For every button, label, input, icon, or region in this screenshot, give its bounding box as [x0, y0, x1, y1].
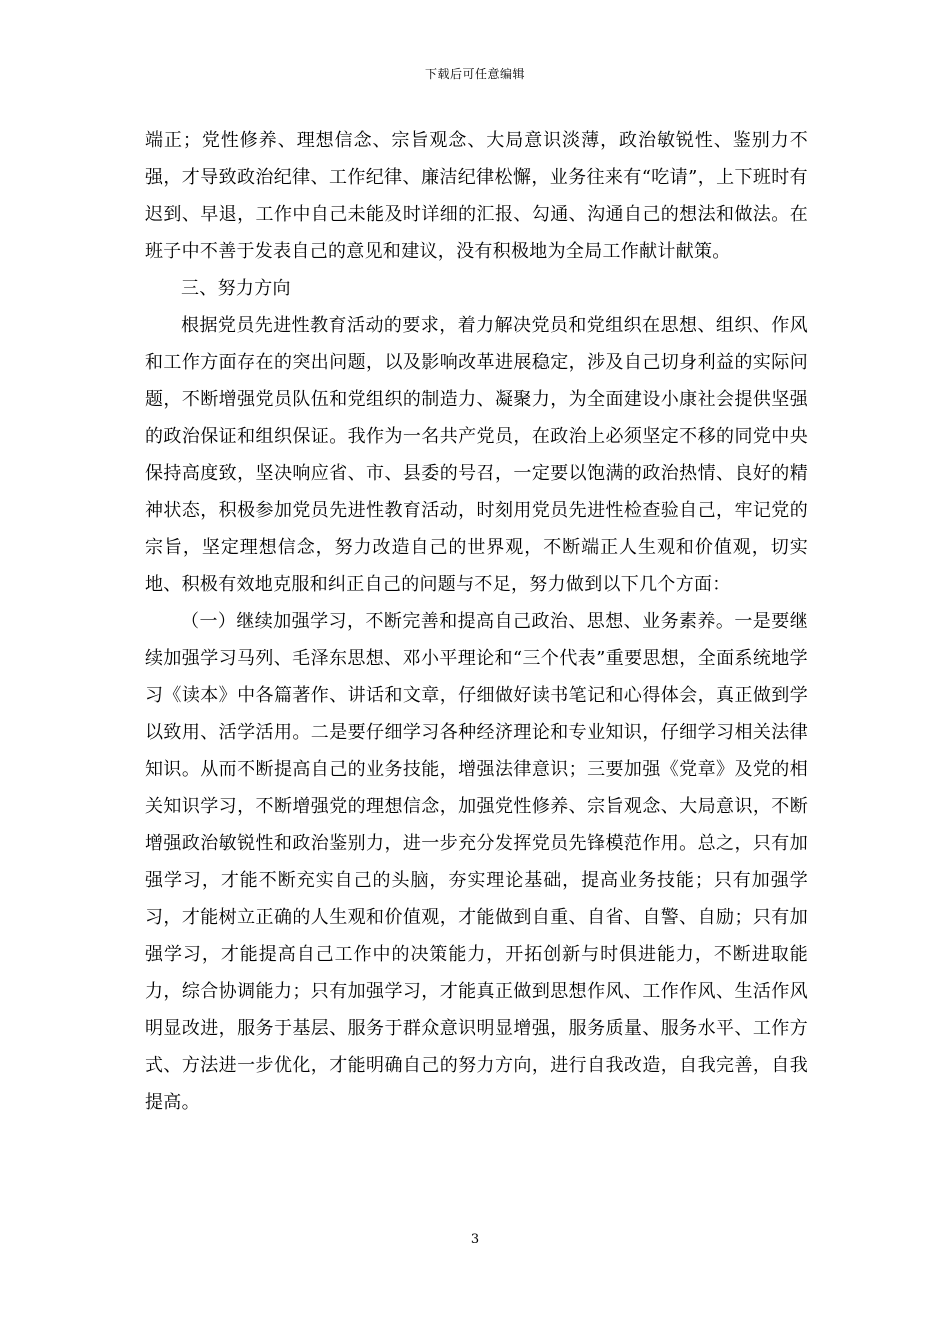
paragraph-direction: 根据党员先进性教育活动的要求，着力解决党员和党组织在思想、组织、作风和工作方面存在的突出问题，以及影响改革进展稳定，涉及自己切身利益的实际问题，不断增强党员队伍和党组织的制造力、凝聚力，为全面建设小康社会提供坚强的政治保证和组织保证。我作为一名共产党员，在政治上必须坚定不移的同党中央保持高度致，坚决响应省、市、县委的号召，一定要以饱满的政治热情、良好的精神状态，积极参加党员先进性教育活动，时刻用党员先进性检查验自己，牢记党的宗旨，坚定理想信念，努力改造自己的世界观，不断端正人生观和价值观，切实地、积极有效地克服和纠正自己的问题与不足，努力做到以下几个方面： [145, 315, 808, 595]
paragraph-continuation: 端正；党性修养、理想信念、宗旨观念、大局意识淡薄，政治敏锐性、鉴别力不强，才导致政治纪律、工作纪律、廉洁纪律松懈，业务往来有“吃请”，上下班时有迟到、早退，工作中自己未能及时详细的汇报、勾通、沟通自己的想法和做法。在班子中不善于发表自己的意见和建议，没有积极地为全局工作献计献策。 [145, 130, 808, 262]
document-body [145, 122, 808, 1121]
page-number: 3 [470, 1232, 480, 1247]
paragraph-item-one: （一）继续加强学习，不断完善和提高自己政治、思想、业务素养。一是要继续加强学习马列、毛泽东思想、邓小平理论和“三个代表”重要思想，全面系统地学习《读本》中各篇著作、讲话和文章，仔细做好读书笔记和心得体会，真正做到学以致用、活学活用。二是要仔细学习各种经济理论和专业知识，仔细学习相关法律知识。从而不断提高自己的业务技能，增强法律意识；三要加强《党章》及党的相关知识学习，不断增强党的理想信念，加强党性修养、宗旨观念、大局意识，不断增强政治敏锐性和政治鉴别力，进一步充分发挥党员先锋模范作用。总之，只有加强学习，才能不断充实自己的头脑，夯实理论基础，提高业务技能；只有加强学习，才能树立正确的人生观和价值观，才能做到自重、自省、自警、自励；只有加强学习，才能提高自己工作中的决策能力，开拓创新与时俱进能力，不断进取能力，综合协调能力；只有加强学习，才能真正做到思想作风、工作作风、生活作风明显改进，服务于基层、服务于群众意识明显增强，服务质量、服务水平、工作方式、方法进一步优化，才能明确自己的努力方向，进行自我改造，自我完善，自我提高。 [145, 611, 808, 1113]
section-heading: 三、努力方向 [181, 278, 291, 299]
page-header: 下载后可任意编辑 [424, 67, 525, 81]
